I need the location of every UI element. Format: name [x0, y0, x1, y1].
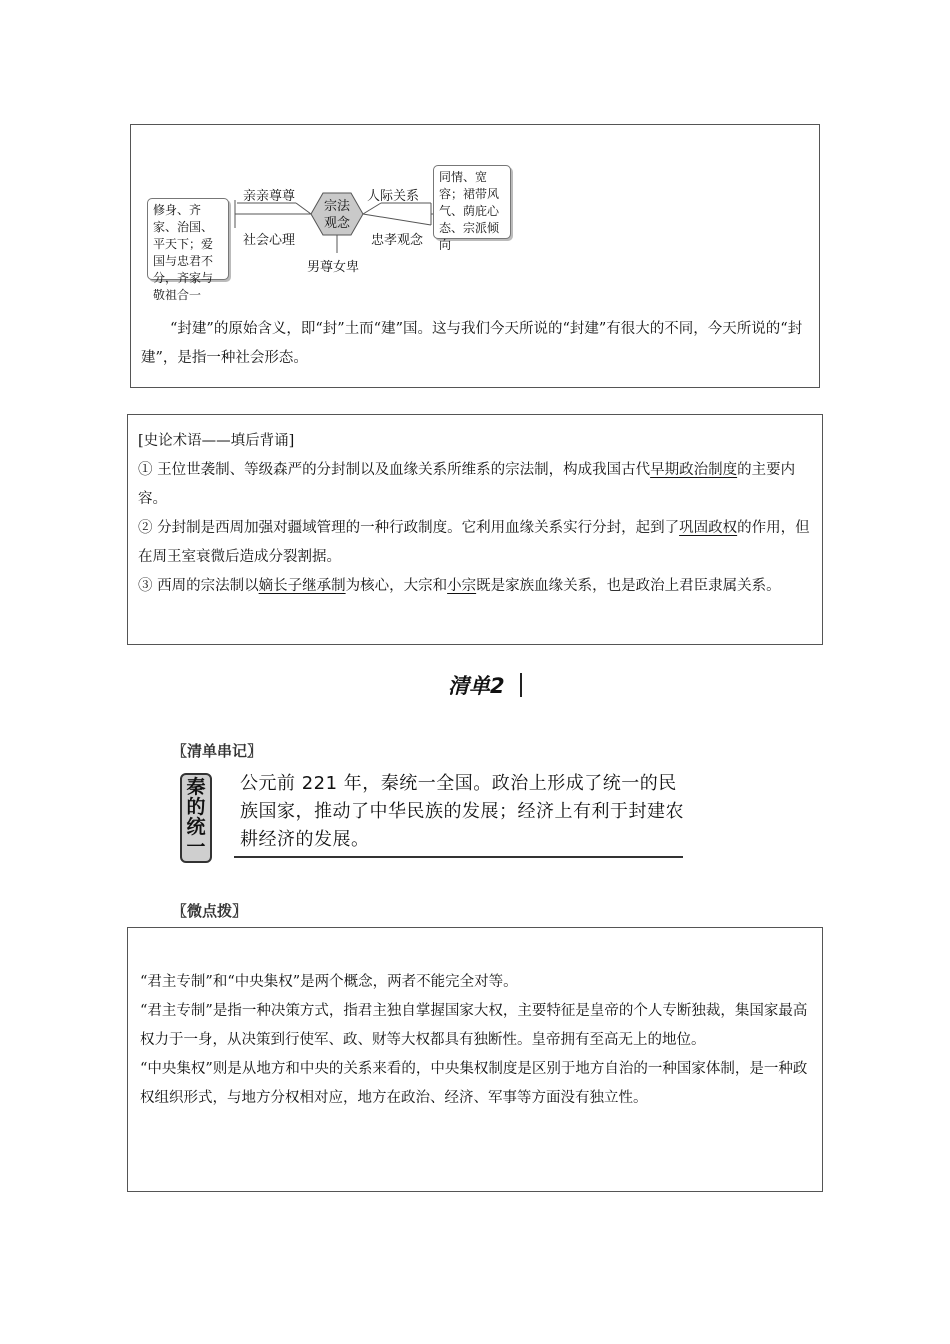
- terminology-content: [138, 427, 814, 601]
- zongfa-diagram: [131, 125, 821, 302]
- fengjian-paragraph: “封建”的原始含义，即“封”土而“建”国。这与我们今天所说的“封建”有很大的不同，今天所说的“封建”，是指一种社会形态。: [141, 321, 803, 366]
- terminology-box: [127, 414, 823, 645]
- tip-box: [127, 927, 823, 1192]
- tip-paragraph-3: “中央集权”则是从地方和中央的关系来看的，中央集权制度是区别于地方自治的一种国家体制，是一种政权组织形式，与地方分权相对应，地方在政治、经济、军事等方面没有独立性。: [140, 1061, 808, 1106]
- term-item-3: [138, 572, 814, 601]
- term-1-text: ① 王位世袭制、等级森严的分封制以及血缘关系所维系的宗法制，构成我国古代: [138, 462, 651, 478]
- section-title: [448, 670, 522, 706]
- term-1-tail: 的主要内容。: [138, 462, 796, 507]
- label-nanzun: 男尊女卑: [307, 260, 360, 275]
- term-1-answer: 早期政治制度: [650, 462, 738, 478]
- title-divider: [520, 673, 522, 697]
- list-recall-label: 〖清单串记〗: [172, 742, 263, 760]
- term-2-tail: 的作用，但在周王室衰微后造成分裂割据。: [138, 520, 810, 565]
- left-box: 修身、齐家、治国、平天下；爱国与忠君不分，齐家与敬祖合一: [147, 198, 229, 280]
- term-item-2: [138, 514, 814, 572]
- tip-paragraph-1: “君主专制”和“中央集权”是两个概念，两者不能完全对等。: [140, 974, 518, 990]
- term-3-answer-2: 小宗: [447, 578, 477, 594]
- terminology-heading: [史论术语——填后背诵]: [138, 433, 295, 449]
- tip-paragraph-2: “君主专制”是指一种决策方式，指君主独自掌握国家大权，主要特征是皇帝的个人专断独裁，集国家最高权力于一身，从决策到行使军、政、财等大权都具有独断性。皇帝拥有至高无上的地位。: [140, 1003, 808, 1048]
- qin-tag: 秦的统一: [180, 773, 212, 863]
- term-3-mid: 为核心，大宗和: [345, 578, 448, 594]
- label-zhongxiao: 忠孝观念: [371, 233, 424, 248]
- qin-unification-card: [178, 770, 683, 860]
- term-2-text: ② 分封制是西周加强对疆域管理的一种行政制度。它利用血缘关系实行分封，起到了: [138, 520, 680, 536]
- center-label: 宗法观念: [323, 199, 350, 231]
- label-qinqin: 亲亲尊尊: [243, 189, 296, 204]
- right-box: 同情、宽容；裙带风气、荫庇心态、宗派倾向: [433, 165, 511, 239]
- summary-underline: [234, 856, 683, 858]
- concept-box: [130, 124, 820, 388]
- term-2-answer: 巩固政权: [679, 520, 738, 536]
- section-title-text: 清单2: [448, 674, 505, 698]
- term-3-answer-1: 嫡长子继承制: [258, 578, 346, 594]
- tip-content: [140, 968, 814, 1113]
- label-renji: 人际关系: [367, 189, 420, 204]
- label-shehui: 社会心理: [243, 233, 296, 248]
- term-3-tail: 既是家族血缘关系，也是政治上君臣隶属关系。: [476, 578, 781, 594]
- term-3-text: ③ 西周的宗法制以: [138, 578, 259, 594]
- qin-summary: 公元前 221 年，秦统一全国。政治上形成了统一的民族国家，推动了中华民族的发展；经济上有利于封建农耕经济的发展。: [240, 773, 684, 850]
- term-item-1: [138, 456, 814, 514]
- tip-label: 〖微点拨〗: [172, 902, 248, 920]
